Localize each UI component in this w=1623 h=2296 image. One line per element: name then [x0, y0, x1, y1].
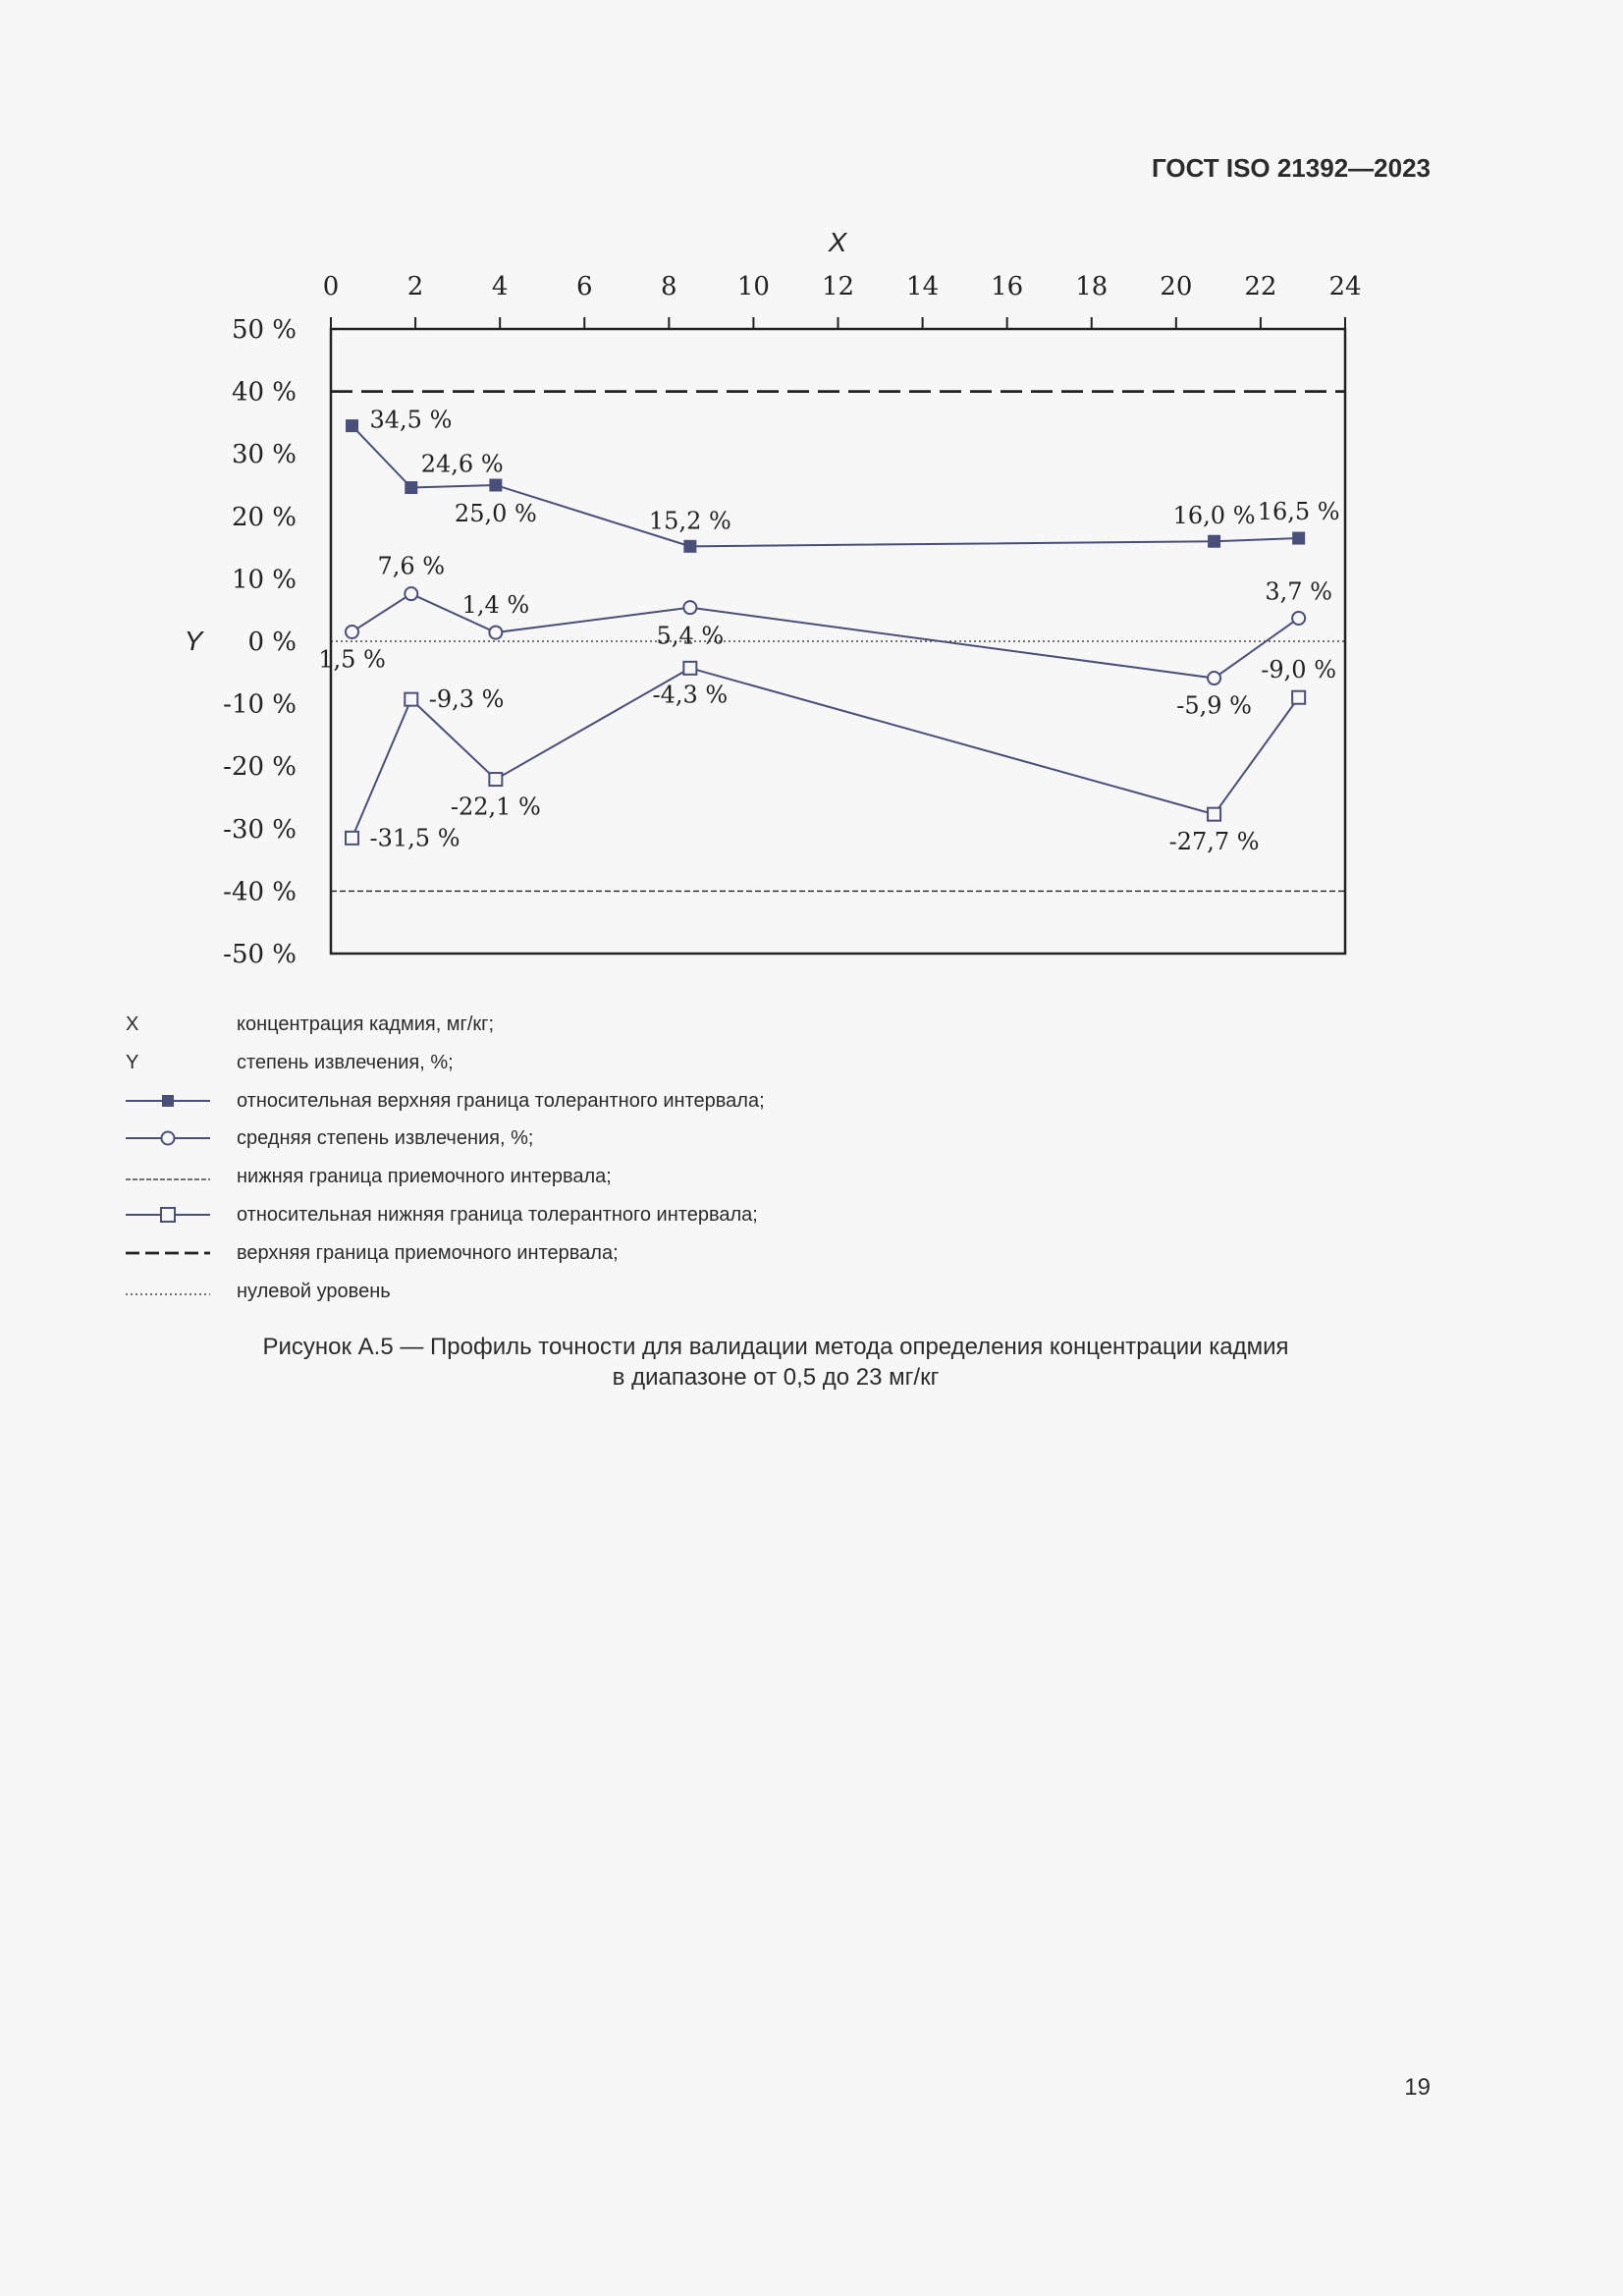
data-point [489, 627, 502, 639]
y-tick-label: -10 % [223, 689, 297, 720]
caption-line-1: Рисунок А.5 — Профиль точности для валидации метода определения концентрации кадмия [262, 1334, 1289, 1360]
legend-symbol-short-dash [126, 1162, 214, 1191]
x-tick-label: 14 [906, 272, 940, 301]
data-point [346, 626, 358, 638]
y-axis-title: Y [184, 626, 203, 656]
legend-text: верхняя граница приемочного интервала; [237, 1241, 619, 1264]
figure-caption [0, 1332, 1551, 1393]
x-axis-title: X [828, 227, 847, 257]
data-point [1208, 672, 1220, 684]
x-tick-label: 12 [821, 272, 855, 301]
legend-symbol-dotted [126, 1277, 214, 1306]
x-tick-label: 18 [1075, 272, 1109, 301]
x-tick-label: 22 [1244, 272, 1277, 301]
legend-text: степень извлечения, %; [237, 1051, 454, 1073]
y-tick-label: -40 % [223, 877, 297, 907]
legend-key: Y [126, 1051, 139, 1073]
x-tick-label: 20 [1160, 272, 1193, 301]
data-point [405, 587, 417, 600]
x-tick-label: 2 [406, 272, 424, 301]
data-label: 3,7 % [1265, 577, 1332, 606]
data-point [406, 482, 417, 494]
legend-text: нижняя граница приемочного интервала; [237, 1166, 612, 1188]
data-point [683, 601, 696, 614]
x-tick-label: 24 [1328, 272, 1362, 301]
y-tick-label: 50 % [231, 315, 297, 345]
legend-symbol-open-circle-line [126, 1123, 214, 1153]
data-label: 34,5 % [369, 406, 453, 434]
data-point [1209, 535, 1220, 547]
y-tick-label: 40 % [231, 377, 297, 408]
legend-key: X [126, 1013, 139, 1035]
data-label: 15,2 % [648, 507, 731, 535]
data-point [489, 773, 502, 786]
data-label: 7,6 % [377, 552, 446, 580]
x-tick-label: 16 [991, 272, 1024, 301]
data-point [683, 662, 696, 675]
document-id: ГОСТ ISO 21392—2023 [1151, 153, 1431, 183]
data-label: 25,0 % [454, 500, 537, 527]
caption-line-2: в диапазоне от 0,5 до 23 мг/кг [612, 1364, 940, 1391]
data-label: -22,1 % [450, 793, 541, 821]
data-label: 16,0 % [1172, 502, 1256, 530]
data-point [346, 832, 358, 845]
data-label: 5,4 % [656, 622, 725, 650]
legend-text: относительная верхняя граница толерантного интервала; [237, 1089, 765, 1112]
y-tick-label: 30 % [231, 440, 297, 470]
data-point [1208, 808, 1220, 821]
legend-symbol-open-square-line [126, 1200, 214, 1230]
data-point [1292, 612, 1305, 625]
data-point [347, 420, 358, 432]
legend-symbol-filled-square-line [126, 1086, 214, 1116]
x-tick-label: 0 [322, 272, 340, 301]
legend-text: нулевой уровень [237, 1280, 391, 1302]
data-label: -5,9 % [1176, 691, 1252, 720]
data-label: -9,0 % [1261, 656, 1337, 684]
y-tick-label: -20 % [223, 752, 297, 783]
accuracy-profile-chart [0, 0, 1623, 992]
page-number: 19 [1404, 2074, 1431, 2101]
data-label: 1,4 % [461, 591, 530, 620]
x-tick-label: 4 [491, 272, 509, 301]
x-tick-label: 8 [661, 272, 677, 301]
data-label: -31,5 % [369, 824, 460, 852]
data-label: -4,3 % [652, 681, 729, 709]
data-point [684, 540, 696, 552]
data-label: 1,5 % [318, 645, 386, 674]
data-label: 24,6 % [420, 450, 504, 478]
data-label: -9,3 % [428, 685, 505, 714]
data-point [1293, 532, 1305, 544]
x-tick-label: 6 [575, 272, 593, 301]
x-tick-label: 10 [736, 272, 770, 301]
data-point [490, 479, 502, 491]
y-tick-label: 10 % [231, 565, 297, 595]
y-tick-label: 0 % [247, 628, 297, 657]
data-point [405, 693, 417, 706]
data-label: -27,7 % [1168, 828, 1260, 856]
data-label: 16,5 % [1257, 498, 1340, 526]
legend-text: концентрация кадмия, мг/кг; [237, 1013, 495, 1035]
data-point [1292, 691, 1305, 704]
y-tick-label: -50 % [223, 940, 297, 969]
y-tick-label: -30 % [223, 814, 297, 845]
legend-text: средняя степень извлечения, %; [237, 1127, 534, 1150]
legend-symbol-long-dash [126, 1238, 214, 1268]
y-tick-label: 20 % [231, 502, 297, 532]
legend-text: относительная нижняя граница толерантного интервала; [237, 1203, 758, 1226]
